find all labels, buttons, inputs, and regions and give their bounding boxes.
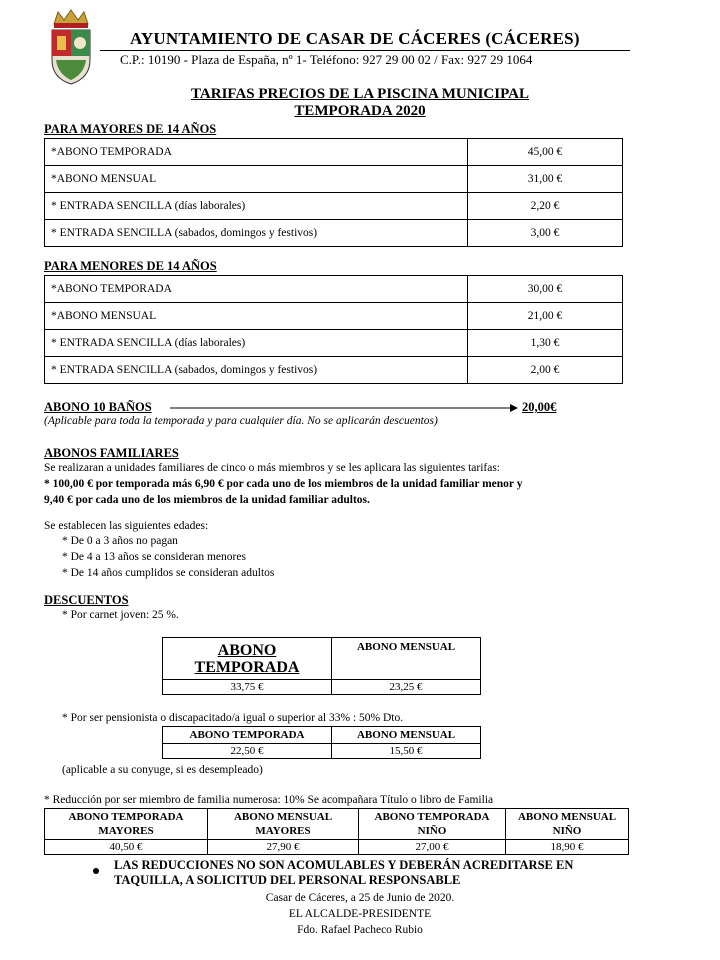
- signature-date: Casar de Cáceres, a 25 de Junio de 2020.: [265, 892, 455, 904]
- descuentos-heading: DESCUENTOS: [44, 593, 129, 607]
- column-header: ABONO MENSUAL NIÑO: [506, 809, 629, 840]
- abono10-note: (Aplicable para toda la temporada y para cualquier día. No se aplicarán descuentos): [44, 415, 438, 427]
- table-row: [163, 638, 481, 680]
- familiares-tariff-line: * 100,00 € por temporada más 6,90 € por cada uno de los miembros de la unidad familiar menor y: [44, 478, 523, 490]
- table-row: [45, 809, 629, 840]
- table-cell: 33,75 €: [163, 680, 332, 695]
- price-value: 31,00 €: [468, 166, 623, 193]
- minors-price-table: [44, 275, 623, 384]
- coat-of-arms-logo: [48, 8, 94, 88]
- familiares-tariff-line: 9,40 € por cada uno de los miembros de la unidad familiar adultos.: [44, 494, 370, 506]
- column-header: ABONO TEMPORADA: [163, 727, 332, 744]
- familiares-heading: ABONOS FAMILIARES: [44, 446, 179, 460]
- price-label: * ENTRADA SENCILLA (días laborales): [45, 193, 468, 220]
- price-value: 21,00 €: [468, 303, 623, 330]
- table-cell: 27,90 €: [208, 840, 359, 855]
- table-row: [45, 303, 623, 330]
- price-label: *ABONO MENSUAL: [45, 303, 468, 330]
- header-rule: [100, 50, 630, 51]
- discount-pension: * Por ser pensionista o discapacitado/a igual o superior al 33% : 50% Dto.: [62, 712, 404, 724]
- list-item: * De 0 a 3 años no pagan: [62, 535, 178, 547]
- column-header: ABONO TEMPORADA MAYORES: [45, 809, 208, 840]
- table-row: [163, 727, 481, 744]
- carnet-discount-table: [162, 637, 481, 695]
- price-label: *ABONO TEMPORADA: [45, 139, 468, 166]
- price-value: 45,00 €: [468, 139, 623, 166]
- price-label: *ABONO MENSUAL: [45, 166, 468, 193]
- price-value: 1,30 €: [468, 330, 623, 357]
- price-value: 3,00 €: [468, 220, 623, 247]
- abono10-label: ABONO 10 BAÑOS: [44, 400, 152, 414]
- column-header: ABONO TEMPORADA: [163, 638, 332, 680]
- table-row: [45, 139, 623, 166]
- column-header: ABONO MENSUAL: [332, 638, 481, 680]
- table-row: [45, 357, 623, 384]
- adults-heading: PARA MAYORES DE 14 AÑOS: [44, 122, 217, 136]
- pension-note: (aplicable a su conyuge, si es desempleado): [62, 764, 263, 776]
- price-value: 2,00 €: [468, 357, 623, 384]
- bullet-icon: [92, 862, 100, 870]
- document-subtitle: TEMPORADA 2020: [294, 103, 426, 119]
- familiares-text: Se realizaran a unidades familiares de cinco o más miembros y se les aplicara las siguientes tarifas:: [44, 462, 500, 474]
- numerosa-discount-table: [44, 808, 629, 855]
- table-cell: 15,50 €: [332, 744, 481, 759]
- table-row: [163, 680, 481, 695]
- abono10-price: 20,00€: [522, 400, 557, 414]
- table-cell: 40,50 €: [45, 840, 208, 855]
- price-value: 2,20 €: [468, 193, 623, 220]
- discount-carnet: * Por carnet joven: 25 %.: [62, 609, 179, 621]
- pension-discount-table: [162, 726, 481, 759]
- price-label: * ENTRADA SENCILLA (sabados, domingos y festivos): [45, 220, 468, 247]
- table-row: [45, 840, 629, 855]
- signer-title: EL ALCALDE-PRESIDENTE: [288, 908, 432, 920]
- table-cell: 27,00 €: [359, 840, 506, 855]
- edades-intro: Se establecen las siguientes edades:: [44, 520, 209, 532]
- organization-address: C.P.: 10190 - Plaza de España, nº 1- Teléfono: 927 29 00 02 / Fax: 927 29 1064: [120, 52, 533, 67]
- column-header: ABONO MENSUAL: [332, 727, 481, 744]
- list-item: * De 14 años cumplidos se consideran adultos: [62, 567, 275, 579]
- price-value: 30,00 €: [468, 276, 623, 303]
- table-row: [45, 330, 623, 357]
- table-row: [45, 193, 623, 220]
- document-title: TARIFAS PRECIOS DE LA PISCINA MUNICIPAL: [191, 86, 529, 102]
- signer-name: Fdo. Rafael Pacheco Rubio: [297, 924, 423, 936]
- arrow-right-icon: [170, 402, 520, 414]
- notice-line: LAS REDUCCIONES NO SON ACOMULABLES Y DEBERÁN ACREDITARSE EN: [114, 858, 574, 872]
- column-header: ABONO MENSUAL MAYORES: [208, 809, 359, 840]
- list-item: * De 4 a 13 años se consideran menores: [62, 551, 246, 563]
- price-label: * ENTRADA SENCILLA (sabados, domingos y festivos): [45, 357, 468, 384]
- price-label: * ENTRADA SENCILLA (días laborales): [45, 330, 468, 357]
- adults-price-table: [44, 138, 623, 247]
- table-row: [45, 276, 623, 303]
- table-cell: 18,90 €: [506, 840, 629, 855]
- discount-numerosa: * Reducción por ser miembro de familia numerosa: 10% Se acompañara Título o libro de Familia: [44, 794, 494, 806]
- table-row: [45, 220, 623, 247]
- minors-heading: PARA MENORES DE 14 AÑOS: [44, 259, 217, 273]
- table-cell: 22,50 €: [163, 744, 332, 759]
- notice-line: TAQUILLA, A SOLICITUD DEL PERSONAL RESPONSABLE: [114, 873, 461, 887]
- organization-name: AYUNTAMIENTO DE CASAR DE CÁCERES (CÁCERES): [130, 29, 580, 48]
- table-row: [163, 744, 481, 759]
- price-label: *ABONO TEMPORADA: [45, 276, 468, 303]
- table-row: [45, 166, 623, 193]
- table-cell: 23,25 €: [332, 680, 481, 695]
- column-header: ABONO TEMPORADA NIÑO: [359, 809, 506, 840]
